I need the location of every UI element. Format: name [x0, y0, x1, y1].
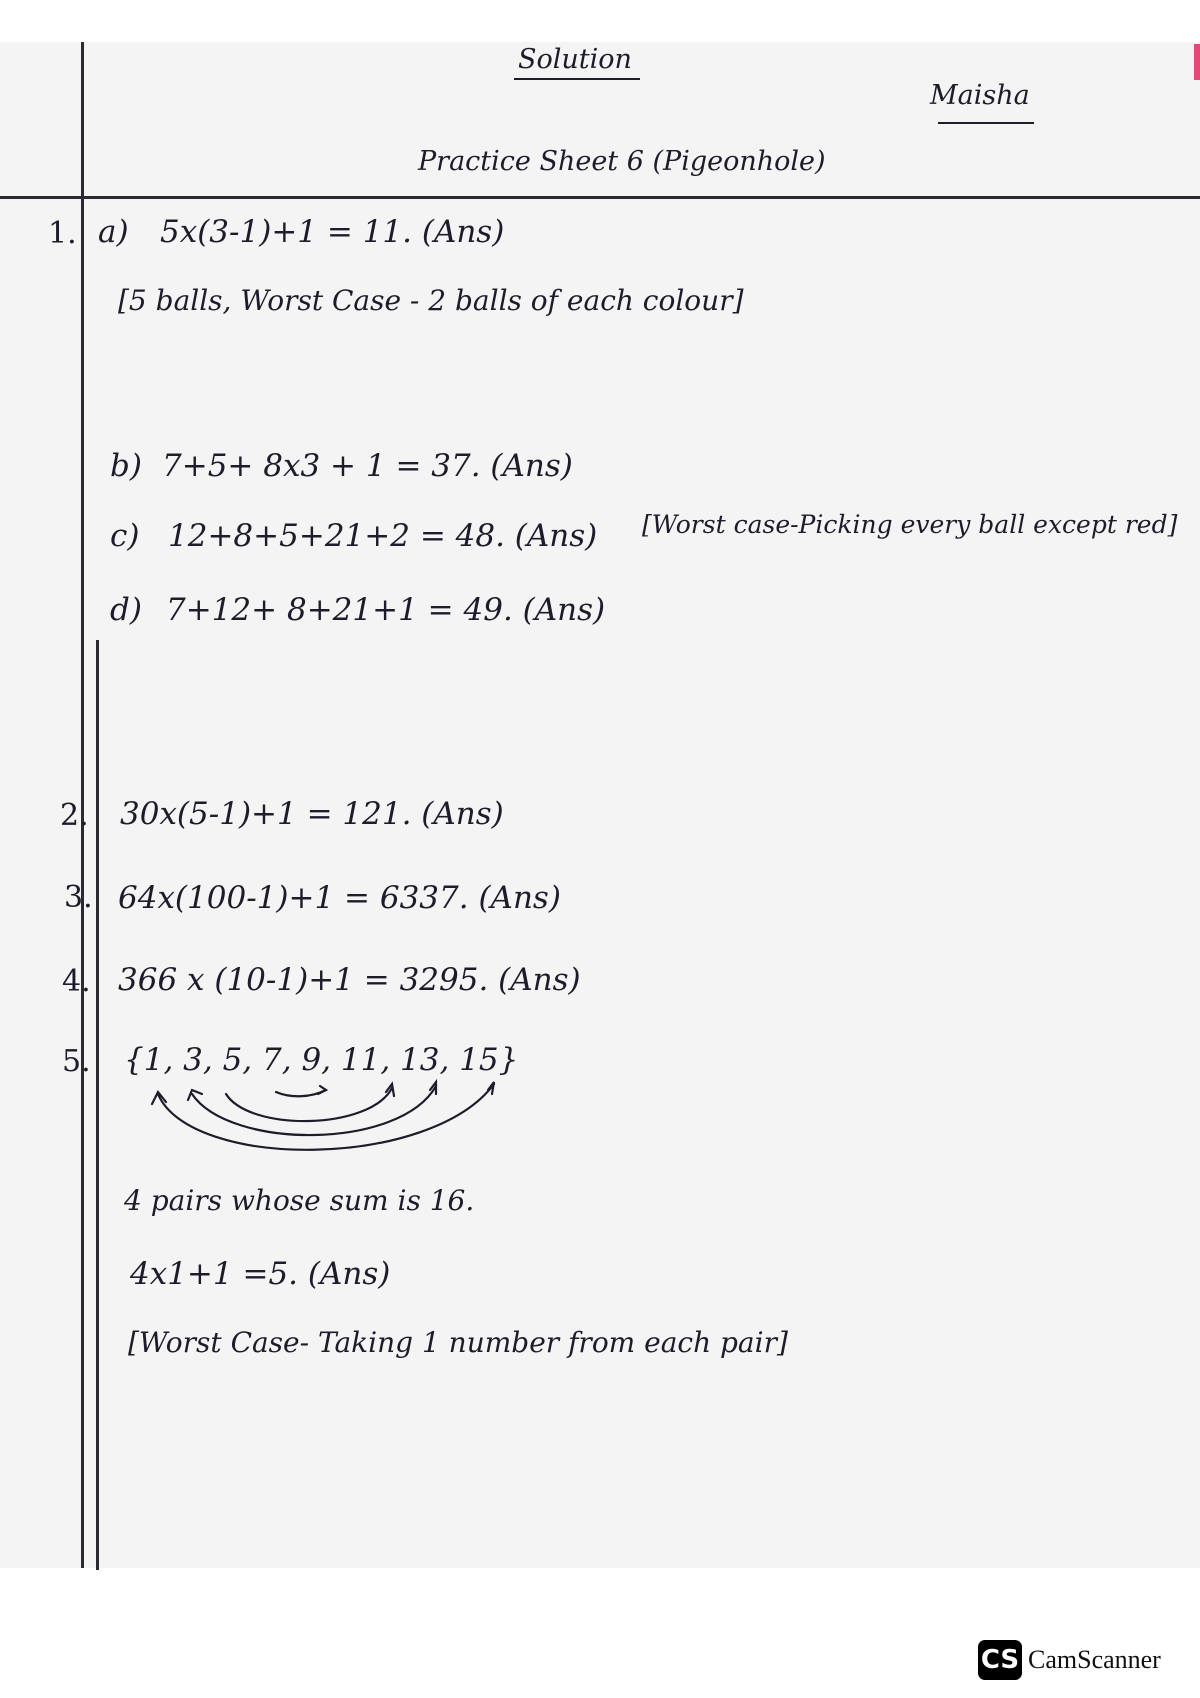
q1a-note: [5 balls, Worst Case - 2 balls of each colour] [118, 284, 744, 317]
cs-badge-icon: CS [978, 1640, 1022, 1680]
author-name: Maisha [930, 80, 1030, 111]
q2-number: 2. [60, 798, 89, 833]
arc-5-11 [226, 1088, 392, 1121]
q5-expression: 4x1+1 =5. (Ans) [130, 1256, 391, 1292]
q1c-note: [Worst case-Picking every ball except red] [642, 510, 1178, 539]
q1a-label: a) [98, 214, 129, 250]
q5-number-set: {1, 3, 5, 7, 9, 11, 13, 15} [124, 1042, 519, 1078]
q1-number: 1. [48, 216, 77, 251]
q4-expression: 366 x (10-1)+1 = 3295. (Ans) [118, 962, 581, 998]
q1d-expression: 7+12+ 8+21+1 = 49. (Ans) [166, 592, 606, 628]
q2-expression: 30x(5-1)+1 = 121. (Ans) [120, 796, 504, 832]
q5-note: [Worst Case- Taking 1 number from each pair] [128, 1326, 788, 1359]
q5-number: 5. [62, 1044, 91, 1079]
arc-1-15 [158, 1084, 494, 1150]
q1c-expression: 12+8+5+21+2 = 48. (Ans) [168, 518, 598, 554]
q1d-label: d) [110, 592, 142, 628]
sheet-subtitle: Practice Sheet 6 (Pigeonhole) [418, 146, 826, 177]
q1b-expression: 7+5+ 8x3 + 1 = 37. (Ans) [162, 448, 573, 484]
q1c-label: c) [110, 518, 140, 554]
q1a-expression: 5x(3-1)+1 = 11. (Ans) [160, 214, 505, 250]
page-title: Solution [518, 44, 632, 75]
camscanner-wordmark: CamScanner [1028, 1645, 1161, 1674]
camscanner-logo [978, 1640, 1161, 1680]
q3-number: 3. [64, 880, 93, 915]
q1b-label: b) [110, 448, 142, 484]
q3-expression: 64x(100-1)+1 = 6337. (Ans) [118, 880, 561, 916]
q5-pairs-text: 4 pairs whose sum is 16. [124, 1184, 475, 1217]
q4-number: 4. [62, 964, 91, 999]
